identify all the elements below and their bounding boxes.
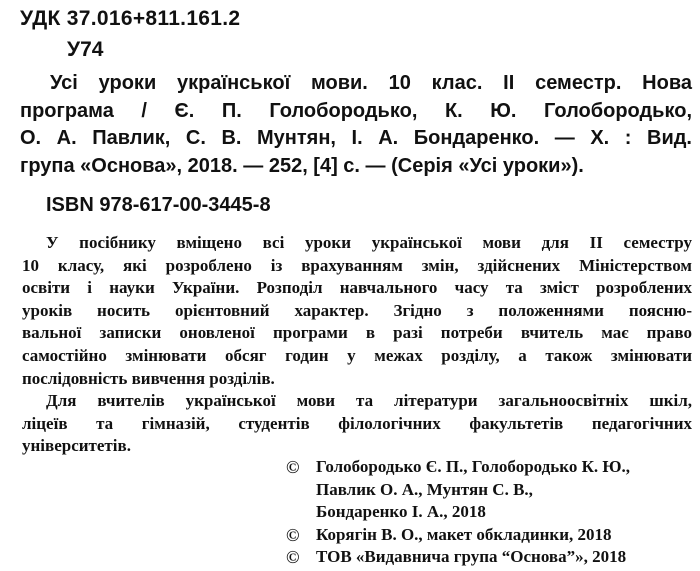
bibliographic-line: група «Основа», 2018. — 252, [4] с. — (Серія «Усі уроки»). [20, 154, 584, 177]
bibliographic-line: О. А. Павлик, С. В. Мунтян, І. А. Бондаренко. — Х. : Вид. [20, 127, 692, 149]
bibliographic-record [20, 70, 692, 180]
audience-line: університетів. [22, 436, 131, 456]
copyright-entry [286, 546, 696, 569]
copyright-icon: © [286, 547, 300, 568]
bibliographic-line: Усі уроки української мови. 10 клас. ІІ семестр. Нова [50, 72, 692, 94]
copyright-line-row [286, 501, 696, 524]
copyright-entry [286, 456, 696, 479]
audience-line: ліцеїв та гімназій, студентів філологічних факультетів педагогічних [22, 413, 692, 433]
copyright-line: Корягін В. О., макет обкладинки, 2018 [316, 524, 612, 544]
annotation-line: самостійно змінювати обсяг годин у межах розділу, а також змінювати [22, 345, 692, 365]
copyright-line-row [286, 479, 696, 502]
copyright-block [286, 456, 696, 569]
isbn: ISBN 978-617-00-3445-8 [46, 194, 271, 216]
copyright-line: ТОВ «Видавнича група “Основа”», 2018 [316, 547, 627, 567]
copyright-line: Голобородько Є. П., Голобородько К. Ю., [316, 457, 631, 476]
annotation-line: послідовність вивчення розділів. [22, 368, 275, 388]
copyright-icon: © [286, 524, 300, 545]
copyright-line: Бондаренко І. А., 2018 [316, 502, 486, 522]
udc-code: УДК 37.016+811.161.2 [20, 7, 241, 30]
annotation [22, 232, 692, 458]
annotation-line: 10 класу, які розроблено із врахуванням змін, здійснених Міністерством [22, 255, 692, 275]
copyright-entry [286, 524, 696, 547]
bibliographic-line: програма / Є. П. Голобородько, К. Ю. Голобородько, [20, 99, 692, 122]
annotation-line: освіти і науки України. Розподіл навчального часу та зміст розроблених [22, 278, 692, 298]
annotation-line: уроків носить орієнтовний характер. Згідно з положеннями поясню- [22, 300, 692, 320]
copyright-icon: © [286, 457, 300, 477]
copyright-line: Павлик О. А., Мунтян С. В., [316, 479, 533, 499]
annotation-line: вальної записки оновленої програми в разі потреби вчитель має право [22, 323, 692, 343]
author-sign: У74 [67, 38, 104, 61]
audience-line: Для вчителів української мови та літератури загальноосвітніх шкіл, [46, 391, 692, 411]
annotation-line: У посібнику вміщено всі уроки української мови для ІІ семестру [46, 233, 692, 252]
